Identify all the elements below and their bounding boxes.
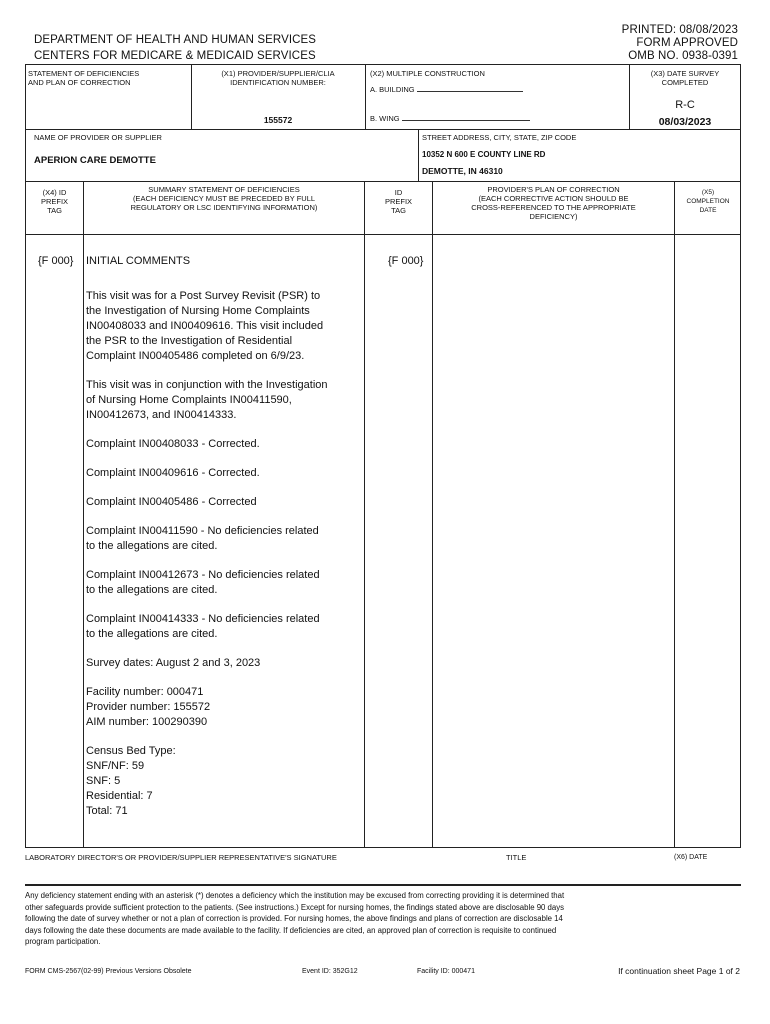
provider-id-number: 155572 [263,115,293,125]
department-name: DEPARTMENT OF HEALTH AND HUMAN SERVICES [34,34,317,46]
entry-paragraph: Survey dates: August 2 and 3, 2023 [86,657,261,669]
agency-name: CENTERS FOR MEDICARE & MEDICAID SERVICES [34,50,316,62]
summary-column-header: SUMMARY STATEMENT OF DEFICIENCIES (EACH DEFICIENCY MUST BE PRECEDED BY FULL REGULATORY OR LSC IDENTIFYING INFORMATION) [130,185,318,212]
event-id: Event ID: 352G12 [302,968,358,975]
provider-name: APERION CARE DEMOTTE [34,155,156,166]
disclosure-footnote: Any deficiency statement ending with an asterisk (*) denotes a deficiency which the institution may be excused from correcting providing it is determined that other safeguards provide sufficient protection to the patients. (See instructions.) Except for nursing homes, the findings stated above are disclosable 90 days following the date of survey whether or not a plan of correction is provided. For nursing homes, the above findings and plans of correction are disclosable 14 days following the date these documents are made available to the facility. If deficiencies are cited, an approved plan of correction is requisite to continued program participation. [25,891,565,946]
wing-field: B. WING [370,114,530,123]
plan-column-header: PROVIDER'S PLAN OF CORRECTION (EACH CORRECTIVE ACTION SHOULD BE CROSS-REFERENCED TO THE APPROPRIATE DEFICIENCY) [471,185,636,221]
address-label: STREET ADDRESS, CITY, STATE, ZIP CODE [422,133,577,142]
entry-paragraph: Complaint IN00412673 - No deficiencies related to the allegations are cited. [86,569,320,596]
x5-column-header: (X5) COMPLETION DATE [686,189,730,214]
entry-heading: INITIAL COMMENTS [86,255,191,267]
address-line-1: 10352 N 600 E COUNTY LINE RD [422,150,546,159]
printed-date: PRINTED: 08/08/2023 [621,24,738,36]
omb-number: OMB NO. 0938-0391 [628,50,738,62]
entry-paragraph: Complaint IN00405486 - Corrected [86,496,257,508]
x6-date-label: (X6) DATE [674,854,708,861]
entry-paragraph: Complaint IN00414333 - No deficiencies related to the allegations are cited. [86,613,320,640]
entry-paragraph: This visit was for a Post Survey Revisit (PSR) to the Investigation of Nursing Home Complaints IN00408033 and IN00409616. This visit included the PSR to the Investigation of Residential Complaint IN00405486 completed on 6/9/23. [86,290,324,362]
id-column-header: ID PREFIX TAG [384,188,413,215]
entry-body [86,289,362,833]
form-approved: FORM APPROVED [636,37,738,49]
building-field: A. BUILDING [370,85,523,94]
x1-label: (X1) PROVIDER/SUPPLIER/CLIA IDENTIFICATION NUMBER: [221,69,335,87]
signature-label: LABORATORY DIRECTOR'S OR PROVIDER/SUPPLIER REPRESENTATIVE'S SIGNATURE [25,853,337,862]
facility-id: Facility ID: 000471 [417,968,475,975]
survey-completed-date: 08/03/2023 [658,116,712,128]
statement-label: STATEMENT OF DEFICIENCIES AND PLAN OF CORRECTION [28,69,140,87]
entry-paragraph: Complaint IN00411590 - No deficiencies related to the allegations are cited. [86,525,319,552]
entry-paragraph: Complaint IN00409616 - Corrected. [86,467,260,479]
survey-code: R-C [675,99,695,111]
title-label: TITLE [506,853,527,862]
address-line-2: DEMOTTE, IN 46310 [422,166,503,176]
entry-paragraph: Complaint IN00408033 - Corrected. [86,438,260,450]
form-number: FORM CMS-2567(02-99) Previous Versions Obsolete [25,968,192,975]
provider-name-label: NAME OF PROVIDER OR SUPPLIER [34,133,162,142]
right-prefix-tag: {F 000} [388,255,424,267]
x2-label: (X2) MULTIPLE CONSTRUCTION [370,69,485,78]
x3-label: (X3) DATE SURVEY COMPLETED [650,69,720,87]
entry-paragraph: Census Bed Type: SNF/NF: 59 SNF: 5 Residential: 7 Total: 71 [86,745,176,817]
x4-column-header: (X4) ID PREFIX TAG [40,188,69,215]
left-prefix-tag: {F 000} [38,255,74,267]
entry-paragraph: Facility number: 000471 Provider number: 155572 AIM number: 100290390 [86,686,211,728]
entry-paragraph: This visit was in conjunction with the Investigation of Nursing Home Complaints IN00411590, IN00412673, and IN00414333. [86,379,328,421]
continuation-page: If continuation sheet Page 1 of 2 [618,966,740,976]
